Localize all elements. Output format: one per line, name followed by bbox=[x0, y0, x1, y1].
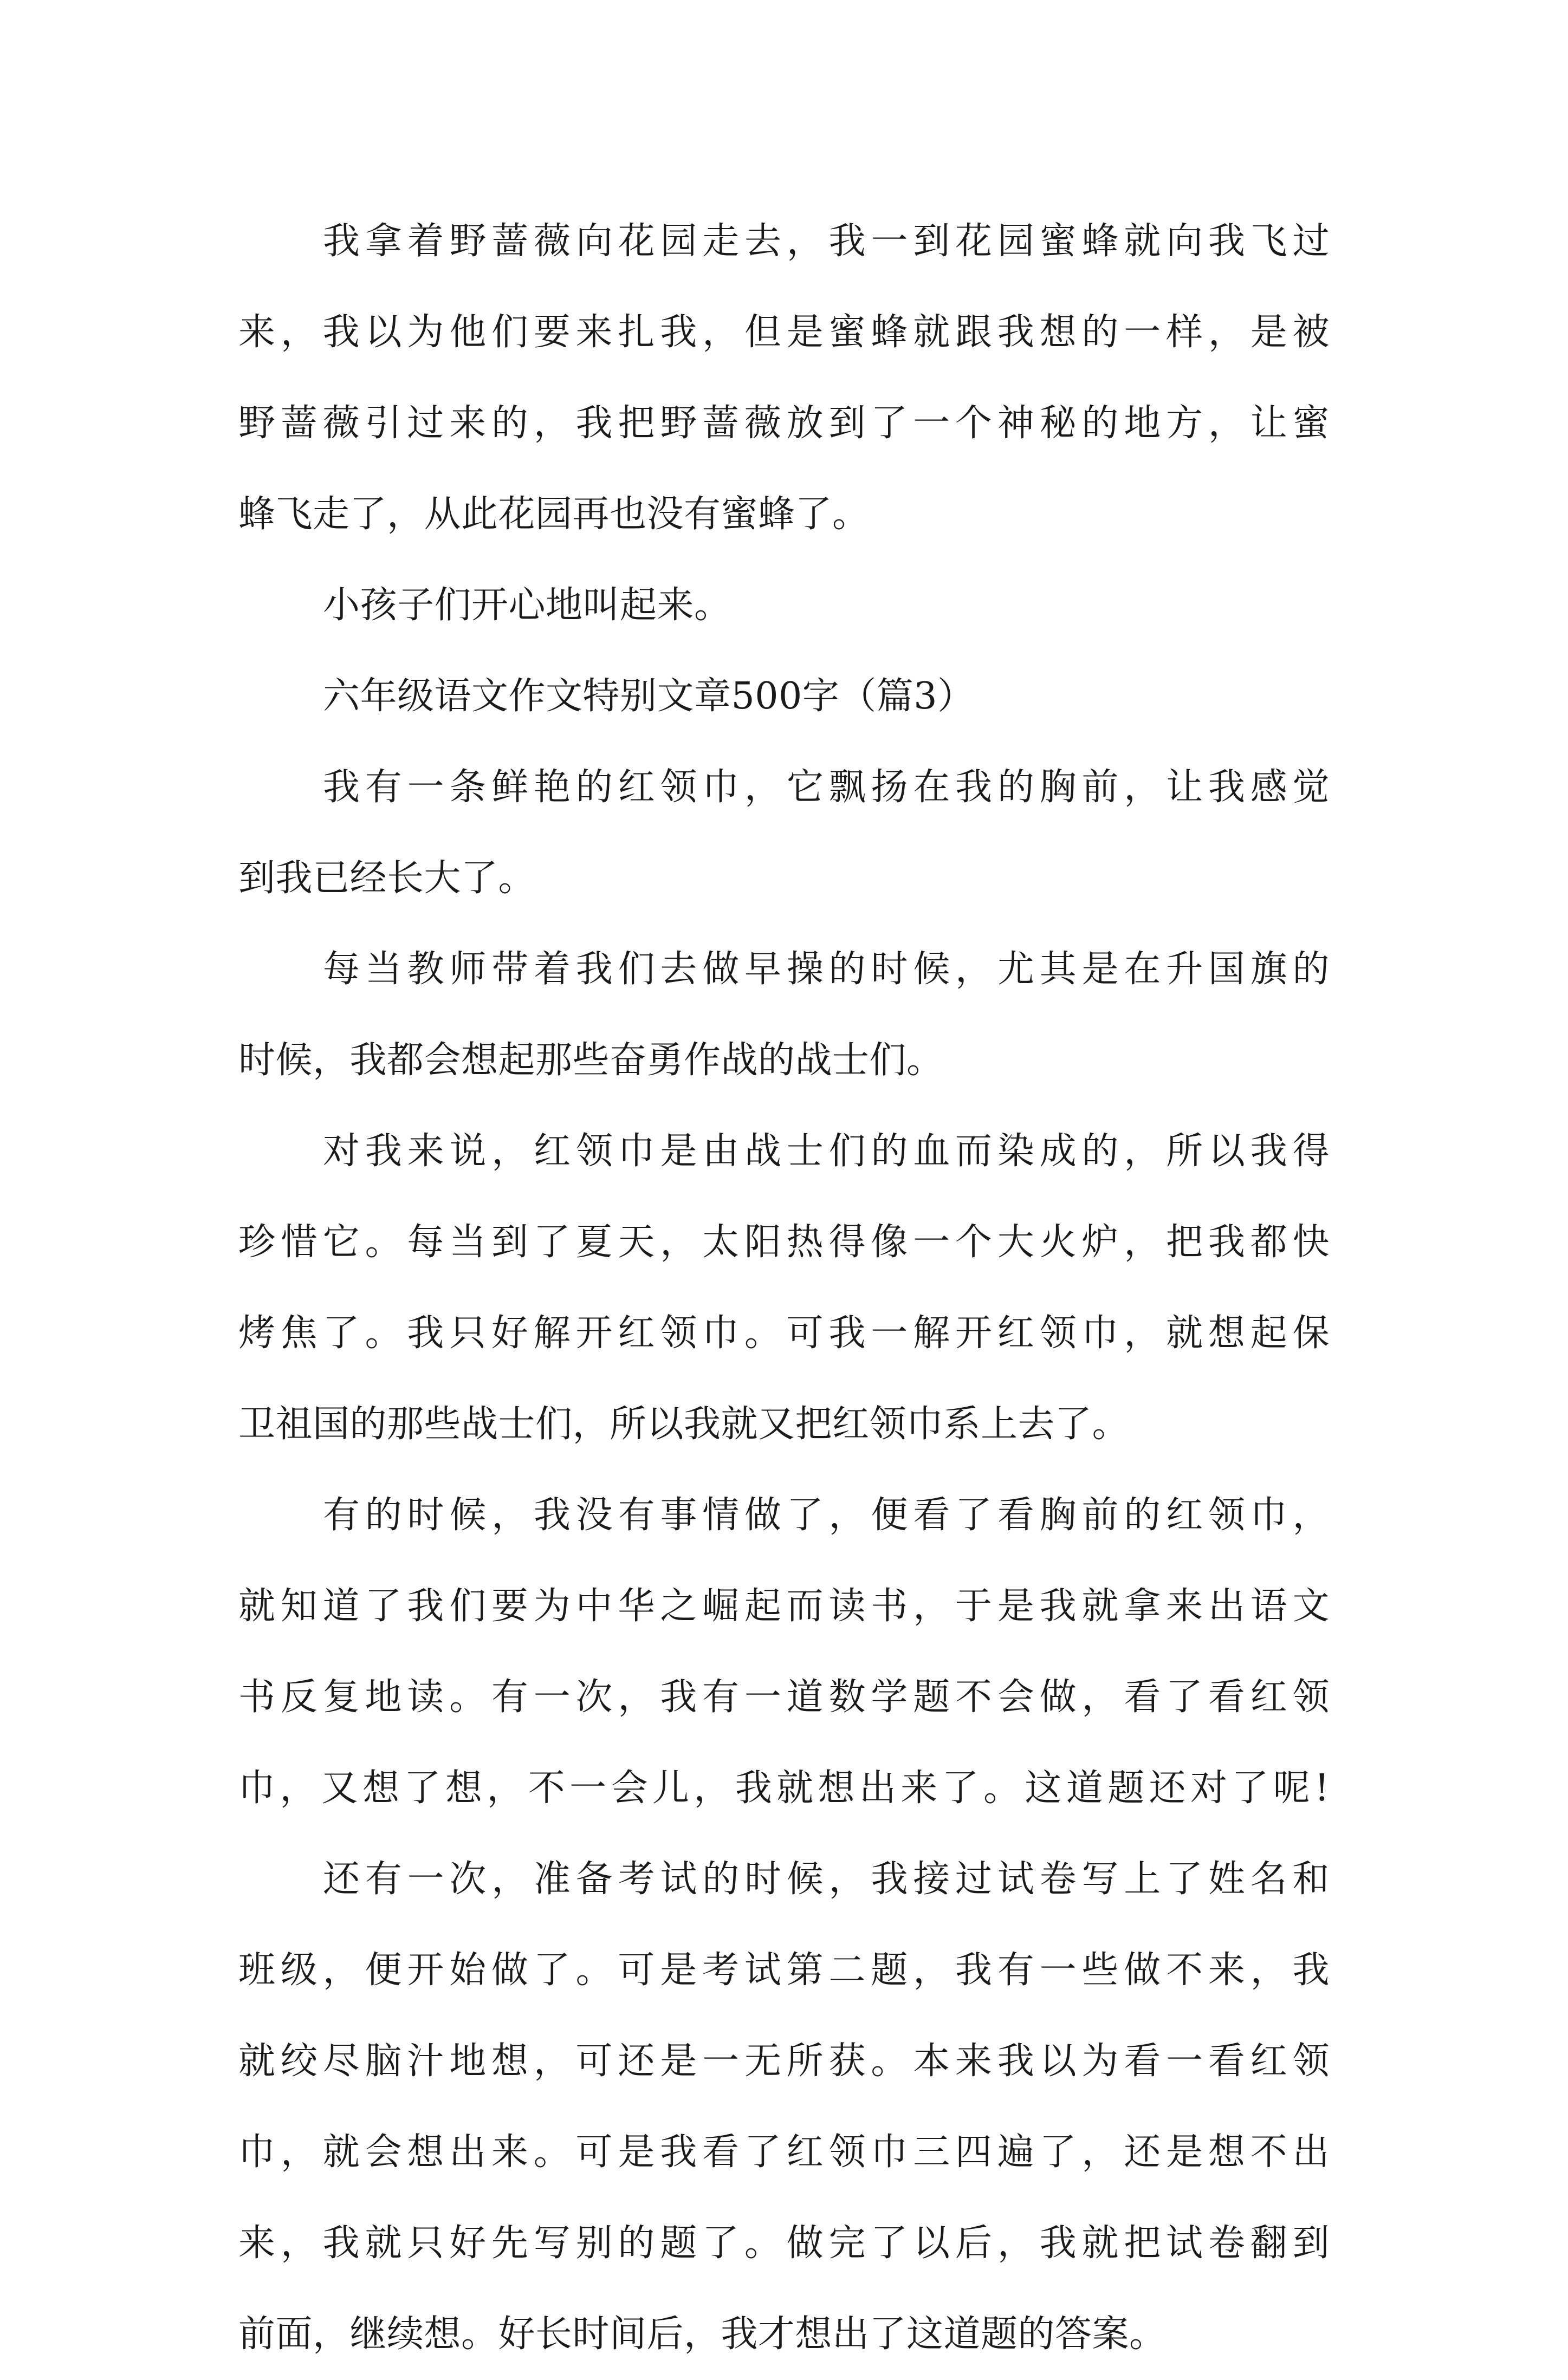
text-line: 我有一条鲜艳的红领巾，它飘扬在我的胸前，让我感觉 bbox=[323, 766, 1330, 809]
paragraph bbox=[238, 742, 1330, 924]
text-line: 就知道了我们要为中华之崛起而读书，于是我就拿来出语文 bbox=[238, 1585, 1330, 1628]
text-line: 蜂飞走了，从此花园再也没有蜜蜂了。 bbox=[238, 493, 870, 536]
text-line: 珍惜它。每当到了夏天，太阳热得像一个大火炉，把我都快 bbox=[238, 1221, 1330, 1264]
text-line: 书反复地读。有一次，我有一道数学题不会做，看了看红领 bbox=[238, 1676, 1330, 1719]
text-line: 野蔷薇引过来的，我把野蔷薇放到了一个神秘的地方，让蜜 bbox=[238, 402, 1330, 445]
text-line: 有的时候，我没有事情做了，便看了看胸前的红领巾， bbox=[323, 1494, 1330, 1537]
text-line: 前面，继续想。好长时间后，我才想出了这道题的答案。 bbox=[238, 2313, 1167, 2356]
text-line: 就绞尽脑汁地想，可还是一无所获。本来我以为看一看红领 bbox=[238, 2040, 1330, 2083]
document-body bbox=[238, 196, 1330, 2380]
text-line: 小孩子们开心地叫起来。 bbox=[323, 584, 731, 627]
paragraph bbox=[238, 1470, 1330, 1834]
text-line: 六年级语文作文特别文章500字（篇3） bbox=[323, 675, 975, 718]
paragraph bbox=[238, 560, 1330, 651]
text-line: 我拿着野蔷薇向花园走去，我一到花园蜜蜂就向我飞过 bbox=[323, 220, 1330, 263]
text-line: 对我来说，红领巾是由战士们的血而染成的，所以我得 bbox=[323, 1130, 1330, 1173]
paragraph bbox=[238, 1106, 1330, 1470]
text-line: 到我已经长大了。 bbox=[238, 857, 536, 900]
paragraph bbox=[238, 196, 1330, 560]
paragraph bbox=[238, 924, 1330, 1106]
text-line: 来，我就只好先写别的题了。做完了以后，我就把试卷翻到 bbox=[238, 2222, 1330, 2265]
section-heading bbox=[238, 651, 1330, 742]
text-line: 来，我以为他们要来扎我，但是蜜蜂就跟我想的一样，是被 bbox=[238, 311, 1330, 354]
text-line: 巾，就会想出来。可是我看了红领巾三四遍了，还是想不出 bbox=[238, 2131, 1330, 2174]
text-line: 时候，我都会想起那些奋勇作战的战士们。 bbox=[238, 1039, 944, 1082]
text-line: 烤焦了。我只好解开红领巾。可我一解开红领巾，就想起保 bbox=[238, 1312, 1330, 1355]
paragraph bbox=[238, 1834, 1330, 2380]
text-line: 还有一次，准备考试的时候，我接过试卷写上了姓名和 bbox=[323, 1858, 1330, 1901]
text-line: 巾，又想了想，不一会儿，我就想出来了。这道题还对了呢! bbox=[238, 1767, 1330, 1810]
text-line: 班级，便开始做了。可是考试第二题，我有一些做不来，我 bbox=[238, 1949, 1330, 1992]
text-line: 卫祖国的那些战士们，所以我就又把红领巾系上去了。 bbox=[238, 1403, 1130, 1446]
text-line: 每当教师带着我们去做早操的时候，尤其是在升国旗的 bbox=[323, 948, 1330, 991]
